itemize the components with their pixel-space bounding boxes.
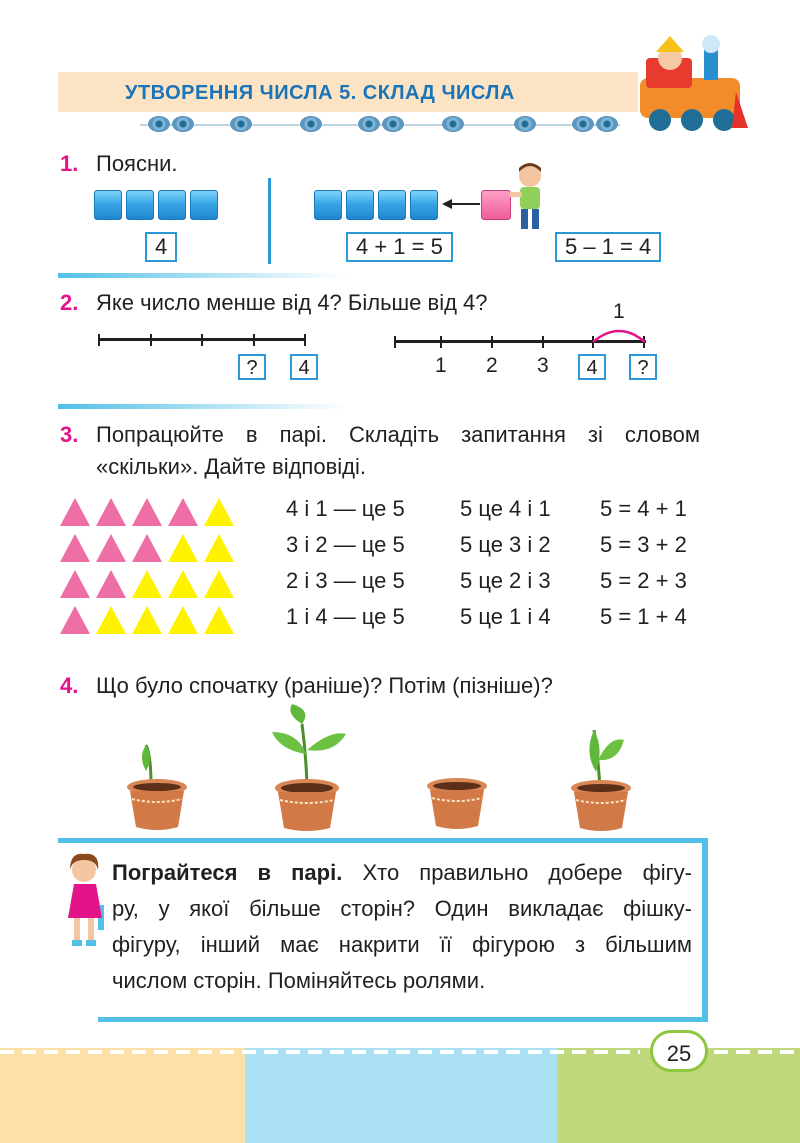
- task-number: 3.: [60, 422, 79, 447]
- pink-triangle: [96, 498, 126, 526]
- task-number: 1.: [60, 151, 79, 176]
- task-text: Що було спочатку (раніше)? Потім (пізніше)?: [96, 673, 553, 698]
- boy-icon: [508, 162, 548, 234]
- page-number: 25: [650, 1030, 708, 1072]
- pink-triangle: [96, 570, 126, 598]
- task-text: Поясни.: [96, 151, 178, 176]
- footer-dashes: [714, 1050, 800, 1054]
- plant-pot-icon: [566, 712, 636, 832]
- empty-pot-icon: [424, 772, 490, 832]
- tick: [98, 334, 100, 346]
- number-label: 2: [486, 354, 498, 377]
- divider: [268, 178, 271, 264]
- pink-triangle: [60, 498, 90, 526]
- number-label: 1: [435, 354, 447, 377]
- equation-text: 5 = 1 + 4: [600, 604, 687, 629]
- yellow-triangle: [168, 570, 198, 598]
- wheel-icon: [442, 116, 464, 132]
- section-separator: [58, 273, 348, 278]
- cube-icon: [190, 190, 218, 220]
- equation-box: 5 – 1 = 4: [555, 232, 661, 262]
- train-icon: [632, 32, 750, 136]
- task-text: Попрацюйте в парі. Складіть запитання зі словом: [96, 422, 700, 447]
- equation-text: 1 і 4 — це 5: [286, 604, 405, 629]
- equation-text: 4 і 1 — це 5: [286, 496, 405, 521]
- footer-dashes: [0, 1050, 640, 1054]
- tick: [150, 334, 152, 346]
- wheel-icon: [596, 116, 618, 132]
- wheel-icon: [514, 116, 536, 132]
- cube-icon: [314, 190, 342, 220]
- wheel-icon: [358, 116, 380, 132]
- game-line: фігуру, інший має накрити її фігурою з більшим: [112, 932, 692, 957]
- yellow-triangle: [132, 606, 162, 634]
- yellow-triangle: [168, 606, 198, 634]
- equation-text: 5 = 2 + 3: [600, 568, 687, 593]
- pink-triangle: [60, 606, 90, 634]
- tick: [542, 336, 544, 348]
- yellow-triangle: [204, 498, 234, 526]
- equation-text: 5 = 4 + 1: [600, 496, 687, 521]
- cube-icon: [378, 190, 406, 220]
- wheel-icon: [148, 116, 170, 132]
- cube-icon: [94, 190, 122, 220]
- sprout-pot-icon: [124, 735, 190, 831]
- answer-box: 4: [145, 232, 177, 262]
- game-text: Хто правильно добере фігу-: [362, 860, 692, 885]
- task-text: «скільки». Дайте відповіді.: [96, 454, 366, 479]
- tick: [440, 336, 442, 348]
- wheel-icon: [572, 116, 594, 132]
- pink-cube-icon: [481, 190, 511, 220]
- game-frame-top: [58, 838, 708, 843]
- number-box: 4: [578, 354, 606, 380]
- yellow-triangle: [204, 534, 234, 562]
- arrow-left-icon: [442, 196, 482, 212]
- tick: [253, 334, 255, 346]
- number-box: 4: [290, 354, 318, 380]
- equation-text: 5 це 1 і 4: [460, 604, 551, 629]
- rail-line: [140, 124, 620, 126]
- cube-icon: [158, 190, 186, 220]
- pink-triangle: [132, 498, 162, 526]
- arc-label: 1: [613, 300, 625, 323]
- arc-icon: [590, 324, 648, 344]
- tick: [491, 336, 493, 348]
- footer-band: [245, 1048, 557, 1143]
- pink-triangle: [132, 534, 162, 562]
- game-line: числом сторін. Поміняйтесь ролями.: [112, 968, 486, 993]
- question-box: ?: [238, 354, 266, 380]
- tick: [201, 334, 203, 346]
- task-number: 2.: [60, 290, 79, 315]
- pink-triangle: [60, 570, 90, 598]
- task-text: Яке число менше від 4? Більше від 4?: [96, 290, 488, 315]
- game-line: [112, 855, 692, 891]
- yellow-triangle: [96, 606, 126, 634]
- equation-box: 4 + 1 = 5: [346, 232, 453, 262]
- cube-icon: [126, 190, 154, 220]
- game-frame-right: [702, 838, 708, 1022]
- plant-pot-icon: [266, 704, 348, 832]
- yellow-triangle: [204, 606, 234, 634]
- equation-text: 5 це 3 і 2: [460, 532, 551, 557]
- page-title: УТВОРЕННЯ ЧИСЛА 5. СКЛАД ЧИСЛА: [125, 82, 515, 104]
- tick: [394, 336, 396, 348]
- wheel-icon: [382, 116, 404, 132]
- question-box: ?: [629, 354, 657, 380]
- game-heading: Пограйтеся в парі.: [112, 860, 343, 885]
- equation-text: 5 це 4 і 1: [460, 496, 551, 521]
- cube-icon: [410, 190, 438, 220]
- equation-text: 5 це 2 і 3: [460, 568, 551, 593]
- equation-text: 3 і 2 — це 5: [286, 532, 405, 557]
- wheel-icon: [172, 116, 194, 132]
- pink-triangle: [96, 534, 126, 562]
- pink-triangle: [60, 534, 90, 562]
- cube-icon: [346, 190, 374, 220]
- yellow-triangle: [204, 570, 234, 598]
- pink-triangle: [168, 498, 198, 526]
- equation-text: 5 = 3 + 2: [600, 532, 687, 557]
- tick: [304, 334, 306, 346]
- game-frame-bottom: [98, 1017, 708, 1022]
- equation-text: 2 і 3 — це 5: [286, 568, 405, 593]
- footer-band: [0, 1048, 245, 1143]
- wheel-icon: [300, 116, 322, 132]
- girl-icon: [62, 852, 108, 950]
- yellow-triangle: [132, 570, 162, 598]
- wheel-icon: [230, 116, 252, 132]
- game-line: ру, у якої більше сторін? Один викладає фішку-: [112, 896, 692, 921]
- section-separator: [58, 404, 348, 409]
- number-label: 3: [537, 354, 549, 377]
- task-number: 4.: [60, 673, 79, 698]
- yellow-triangle: [168, 534, 198, 562]
